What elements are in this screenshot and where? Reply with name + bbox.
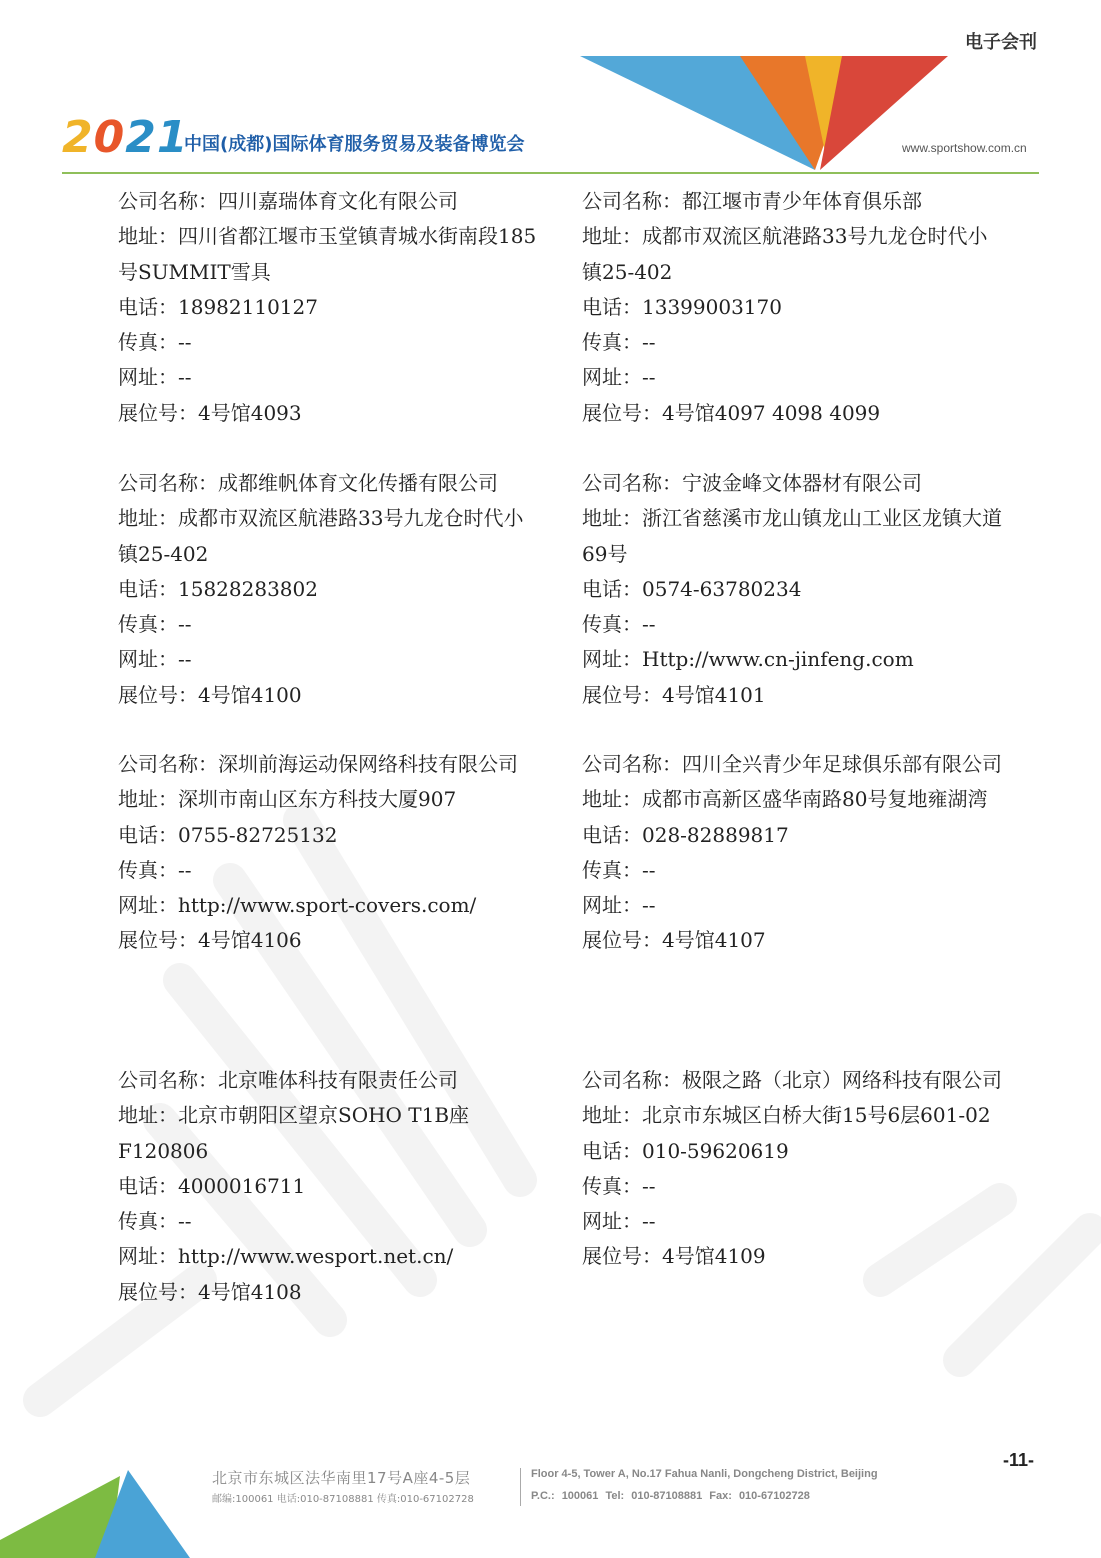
company-fax: 传真：-- <box>118 857 192 882</box>
company-fax: 传真：-- <box>118 1209 192 1234</box>
company-address: 地址：成都市高新区盛华南路80号复地雍湖湾 <box>582 787 988 812</box>
exhibitor-entry <box>118 747 538 959</box>
company-website: 网址：http://www.sport-covers.com/ <box>118 893 477 918</box>
company-phone: 电话：0574-63780234 <box>582 576 802 601</box>
booth-number: 展位号：4号馆4108 <box>118 1279 302 1304</box>
company-fax: 传真：-- <box>582 1173 656 1198</box>
booth-number: 展位号：4号馆4100 <box>118 682 302 707</box>
exhibitor-entry <box>118 466 538 713</box>
company-fax: 传真：-- <box>118 612 192 637</box>
company-website: 网址：-- <box>118 365 192 390</box>
company-phone: 电话：0755-82725132 <box>118 822 338 847</box>
company-phone: 电话：028-82889817 <box>582 822 789 847</box>
website-url: www.sportshow.com.cn <box>902 141 1027 155</box>
booth-number: 展位号：4号馆4107 <box>582 928 766 953</box>
company-phone: 电话：4000016711 <box>118 1173 306 1198</box>
footer-divider <box>520 1468 521 1506</box>
company-name: 公司名称：都江堰市青少年体育俱乐部 <box>582 189 922 213</box>
company-address: 地址：四川省都江堰市玉堂镇青城水街南段185号SUMMIT雪具 <box>118 224 537 284</box>
exhibitor-entry <box>582 747 1002 959</box>
logo-digit: 2 <box>62 112 94 163</box>
company-address: 地址：成都市双流区航港路33号九龙仓时代小镇25-402 <box>582 224 988 284</box>
company-phone: 电话：010-59620619 <box>582 1138 789 1163</box>
company-name: 公司名称：北京唯体科技有限责任公司 <box>118 1068 458 1092</box>
company-name: 公司名称：极限之路（北京）网络科技有限公司 <box>582 1068 1002 1092</box>
company-address: 地址：深圳市南山区东方科技大厦907 <box>118 787 457 812</box>
company-name: 公司名称：成都维帆体育文化传播有限公司 <box>118 471 498 495</box>
footer-address-en: Floor 4-5, Tower A, No.17 Fahua Nanli, Dongcheng District, Beijing <box>531 1468 878 1480</box>
company-website: 网址：-- <box>582 365 656 390</box>
company-fax: 传真：-- <box>118 330 192 355</box>
company-phone: 电话：13399003170 <box>582 294 782 319</box>
company-address: 地址：成都市双流区航港路33号九龙仓时代小镇25-402 <box>118 506 524 566</box>
booth-number: 展位号：4号馆4109 <box>582 1244 766 1269</box>
exhibitor-entry <box>582 466 1002 713</box>
footer-contact-cn: 邮编:100061 电话:010-87108881 传真:010-67102728 <box>212 1494 474 1505</box>
logo-digit: 0 <box>93 112 126 163</box>
company-website: 网址：-- <box>118 647 192 672</box>
company-phone: 电话：18982110127 <box>118 294 318 319</box>
company-fax: 传真：-- <box>582 857 656 882</box>
exhibitor-entry <box>118 184 538 431</box>
logo-digit: 1 <box>156 112 189 163</box>
page-number: -11- <box>1003 1450 1035 1470</box>
company-address: 地址：北京市朝阳区望京SOHO T1B座F120806 <box>118 1103 470 1163</box>
booth-number: 展位号：4号馆4106 <box>118 928 302 953</box>
footer-contact-en: P.C.: 100061 Tel: 010-87108881 Fax: 010-67102728 <box>531 1490 810 1502</box>
booth-number: 展位号：4号馆4097 4098 4099 <box>582 400 881 425</box>
company-fax: 传真：-- <box>582 612 656 637</box>
footer-corner-graphic <box>0 1470 200 1558</box>
company-name: 公司名称：深圳前海运动保网络科技有限公司 <box>118 752 518 776</box>
exhibitor-entry <box>582 184 1002 431</box>
header-divider <box>62 172 1039 174</box>
company-fax: 传真：-- <box>582 330 656 355</box>
company-website: 网址：-- <box>582 893 656 918</box>
logo-digit: 2 <box>125 112 157 163</box>
company-website: 网址：Http://www.cn-jinfeng.com <box>582 647 914 672</box>
booth-number: 展位号：4号馆4101 <box>582 682 766 707</box>
company-name: 公司名称：四川嘉瑞体育文化有限公司 <box>118 189 458 213</box>
company-website: 网址：-- <box>582 1209 656 1234</box>
exhibitor-entry <box>118 1063 538 1310</box>
logo-year <box>62 112 189 163</box>
company-address: 地址：浙江省慈溪市龙山镇龙山工业区龙镇大道69号 <box>582 506 1002 566</box>
company-website: 网址：http://www.wesport.net.cn/ <box>118 1244 454 1269</box>
exhibitor-entry <box>582 1063 1002 1275</box>
company-name: 公司名称：四川全兴青少年足球俱乐部有限公司 <box>582 752 1002 776</box>
company-name: 公司名称：宁波金峰文体器材有限公司 <box>582 471 922 495</box>
booth-number: 展位号：4号馆4093 <box>118 400 302 425</box>
company-address: 地址：北京市东城区白桥大街15号6层601-02 <box>582 1103 991 1128</box>
expo-title: 中国(成都)国际体育服务贸易及装备博览会 <box>184 134 525 155</box>
footer-address-cn: 北京市东城区法华南里17号A座4-5层 <box>212 1469 471 1487</box>
company-phone: 电话：15828283802 <box>118 576 318 601</box>
publication-label: 电子会刊 <box>965 32 1037 53</box>
